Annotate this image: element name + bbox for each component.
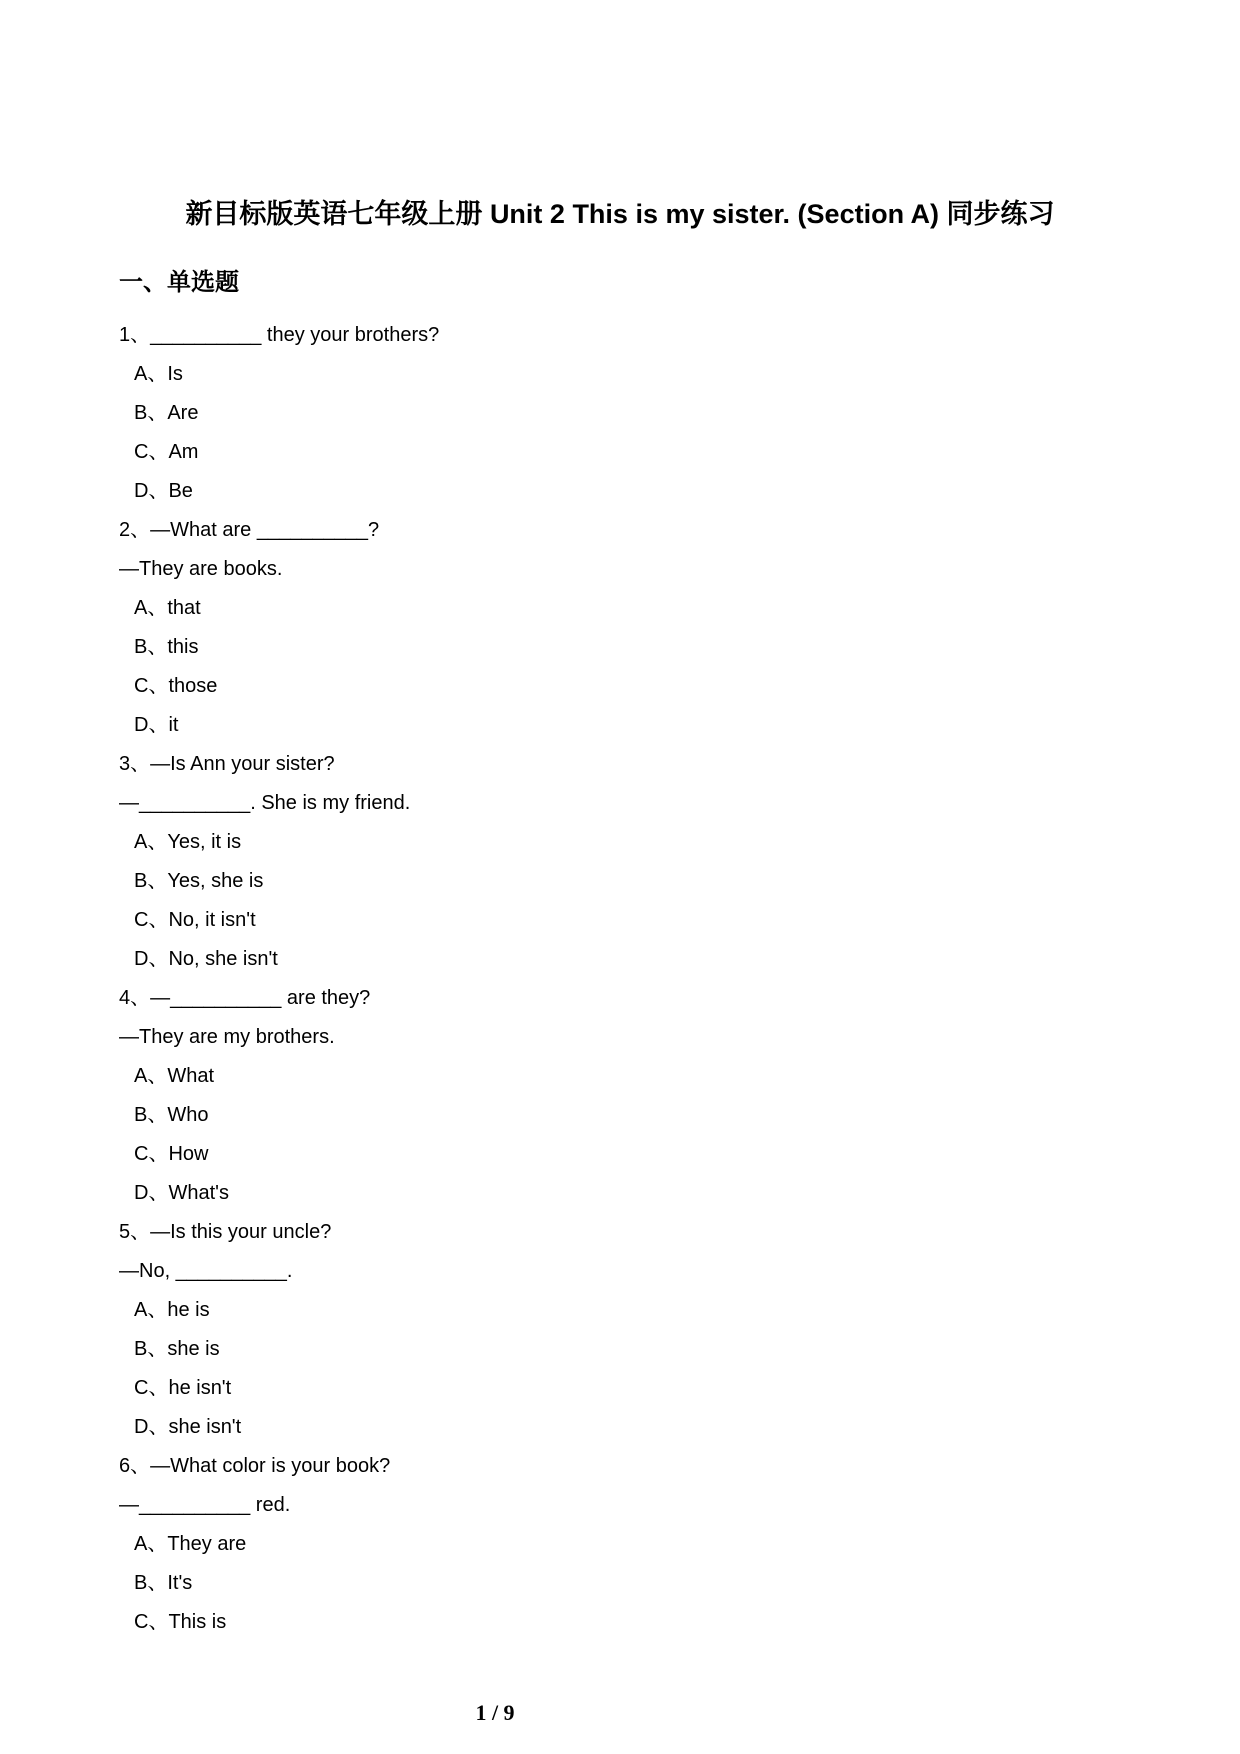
- question-4-option-c: C、How: [134, 1143, 209, 1165]
- question-4-stem: 4、—__________ are they?: [119, 987, 371, 1009]
- question-5-reply: —No, __________.: [119, 1260, 293, 1282]
- question-3-stem: 3、—Is Ann your sister?: [119, 753, 335, 775]
- question-4-option-a: A、What: [134, 1065, 215, 1087]
- question-5-stem: 5、—Is this your uncle?: [119, 1221, 332, 1243]
- question-6-option-a: A、They are: [134, 1533, 247, 1555]
- question-list: [119, 316, 1119, 1642]
- section-heading: 一、单选题: [119, 269, 239, 296]
- question-5-option-d: D、she isn't: [134, 1416, 242, 1438]
- question-2-option-d: D、it: [134, 714, 179, 736]
- page-number: 1 / 9: [475, 1700, 515, 1725]
- question-3-option-c: C、No, it isn't: [134, 909, 256, 931]
- question-2-option-c: C、those: [134, 675, 218, 697]
- question-1-option-a: A、Is: [134, 363, 183, 385]
- question-6-reply: —__________ red.: [119, 1494, 291, 1516]
- question-2-option-a: A、that: [134, 597, 201, 619]
- question-4-reply: —They are my brothers.: [119, 1026, 335, 1048]
- question-1-option-b: B、Are: [134, 402, 199, 424]
- question-2-stem: 2、—What are __________?: [119, 519, 380, 541]
- question-3-option-b: B、Yes, she is: [134, 870, 264, 892]
- question-1-option-c: C、Am: [134, 441, 199, 463]
- question-3-reply: —__________. She is my friend.: [119, 792, 411, 814]
- question-5-option-b: B、she is: [134, 1338, 220, 1360]
- question-5-option-a: A、he is: [134, 1299, 210, 1321]
- question-6-stem: 6、—What color is your book?: [119, 1455, 391, 1477]
- question-4-option-b: B、Who: [134, 1104, 209, 1126]
- document-title: 新目标版英语七年级上册 Unit 2 This is my sister. (Section A) 同步练习: [185, 199, 1055, 229]
- question-1-option-d: D、Be: [134, 480, 193, 502]
- question-6-option-b: B、It's: [134, 1572, 193, 1594]
- question-3-option-a: A、Yes, it is: [134, 831, 242, 853]
- question-4-option-d: D、What's: [134, 1182, 229, 1204]
- question-3-option-d: D、No, she isn't: [134, 948, 278, 970]
- question-6-option-c: C、This is: [134, 1611, 227, 1633]
- question-5-option-c: C、he isn't: [134, 1377, 232, 1399]
- question-2-option-b: B、this: [134, 636, 199, 658]
- question-2-reply: —They are books.: [119, 558, 283, 580]
- question-1-stem: 1、__________ they your brothers?: [119, 324, 440, 346]
